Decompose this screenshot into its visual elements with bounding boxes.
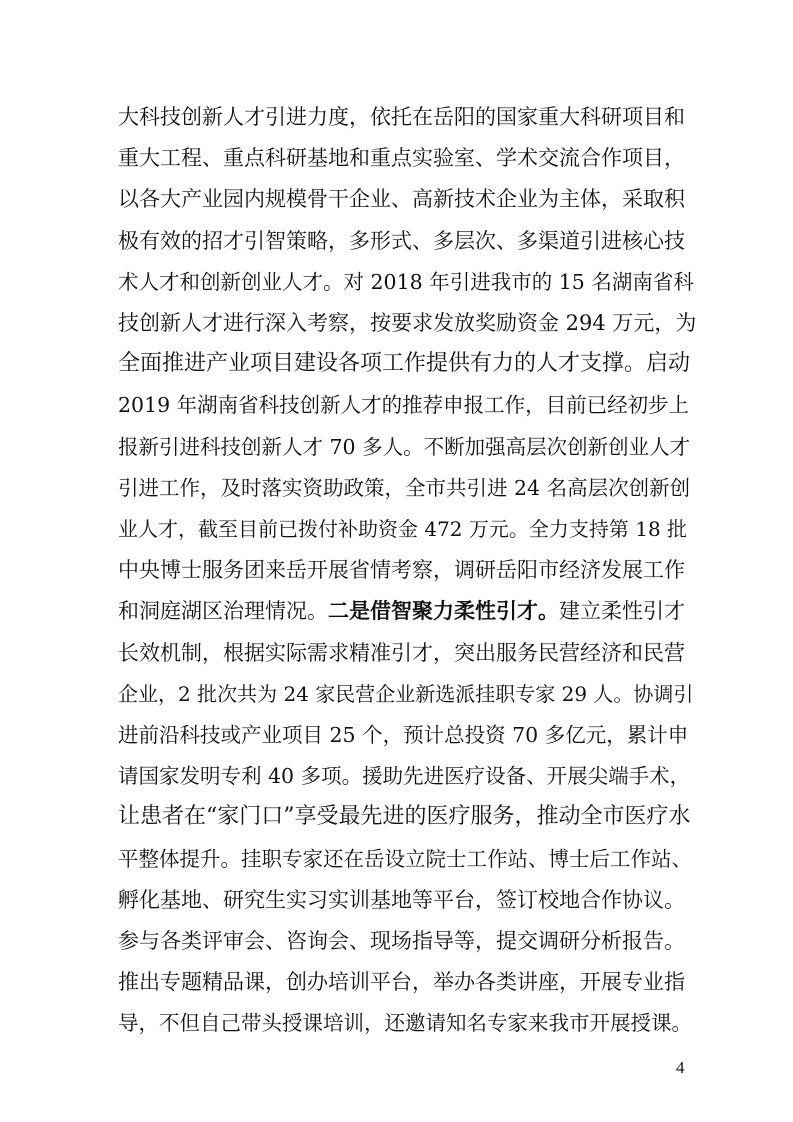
paragraph-line: 推出专题精品课，创办培训平台，举办各类讲座，开展专业指 xyxy=(118,970,685,995)
paragraph-line: 参与各类评审会、咨询会、现场指导等，提交调研分析报告。 xyxy=(118,929,685,953)
paragraph-line: 请国家发明专利 40 多项。援助先进医疗设备、开展尖端手术， xyxy=(118,764,691,789)
paragraph-line: 中央博士服务团来岳开展省情考察，调研岳阳市经济发展工作 xyxy=(118,558,685,583)
paragraph-line: 引进工作，及时落实资助政策，全市共引进 24 名高层次创新创 xyxy=(118,475,691,500)
paragraph-line: 术人才和创新创业人才。对 2018 年引进我市的 15 名湖南省科 xyxy=(118,269,694,294)
paragraph-line: 长效机制，根据实际需求精准引才，突出服务民营经济和民营 xyxy=(118,640,685,665)
paragraph-line: 孵化基地、研究生实习实训基地等平台，签订校地合作协议。 xyxy=(118,887,685,912)
paragraph-line: 业人才，截至目前已拨付补助资金 472 万元。全力支持第 18 批 xyxy=(118,517,688,541)
paragraph-line: 全面推进产业项目建设各项工作提供有力的人才支撑。启动 xyxy=(118,351,691,377)
paragraph-line: 平整体提升。挂职专家还在岳设立院士工作站、博士后工作站、 xyxy=(118,846,692,871)
paragraph-line: 企业，2 批次共为 24 家民营企业新选派挂职专家 29 人。协调引 xyxy=(118,681,694,706)
paragraph-line: 进前沿科技或产业项目 25 个，预计总投资 70 多亿元，累计申 xyxy=(118,723,689,747)
paragraph-line: 重大工程、重点科研基地和重点实验室、学术交流合作项目， xyxy=(118,146,685,171)
paragraph-text: 和洞庭湖区治理情况。 xyxy=(118,599,328,624)
inline-subheading: 二是借智聚力柔性引才。 xyxy=(328,598,559,624)
paragraph-line-with-heading xyxy=(118,598,698,624)
paragraph-line: 以各大产业园内规模骨干企业、高新技术企业为主体，采取积 xyxy=(118,187,685,212)
page-number: 4 xyxy=(676,1057,685,1077)
paragraph-line: 技创新人才进行深入考察，按要求发放奖励资金 294 万元，为 xyxy=(118,311,697,335)
paragraph-text: 建立柔性引才 xyxy=(559,599,685,624)
paragraph-line: 2019 年湖南省科技创新人才的推荐申报工作，目前已经初步上 xyxy=(118,393,690,418)
paragraph-line: 导，不但自己带头授课培训，还邀请知名专家来我市开展授课。 xyxy=(118,1011,692,1036)
paragraph-line: 极有效的招才引智策略，多形式、多层次、多渠道引进核心技 xyxy=(118,228,685,253)
paragraph-line: 大科技创新人才引进力度，依托在岳阳的国家重大科研项目和 xyxy=(118,105,685,129)
paragraph-line: 让患者在“家门口”享受最先进的医疗服务，推动全市医疗水 xyxy=(118,804,691,830)
paragraph-line: 报新引进科技创新人才 70 多人。不断加强高层次创新创业人才 xyxy=(118,434,691,459)
